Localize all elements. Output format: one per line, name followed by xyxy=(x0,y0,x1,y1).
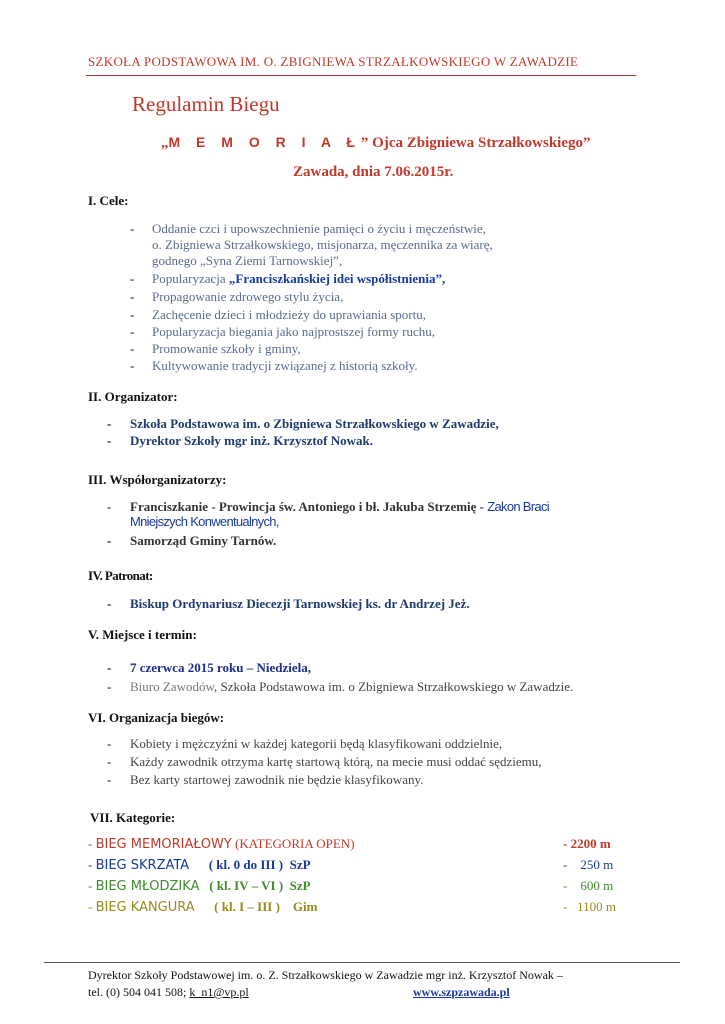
subtitle-open-quote: „ xyxy=(161,135,169,151)
section-heading-organizator: II. Organizator: xyxy=(88,389,178,404)
footer-phone: tel. (0) 504 041 508; xyxy=(88,985,190,999)
list-item: - Kobiety i mężczyźni w każdej kategorii będą klasyfikowani oddzielnie, xyxy=(130,735,502,752)
subtitle-rest: ” Ojca Zbigniewa Strzałkowskiego” xyxy=(360,135,591,151)
category-row: - BIEG KANGURA ( kl. I – III ) Gim xyxy=(88,899,318,915)
list-item: - Dyrektor Szkoły mgr inż. Krzysztof Nowak. xyxy=(130,432,373,449)
section-heading-patronat: IV. Patronat: xyxy=(88,568,153,583)
footer-website-link[interactable]: www.szpzawada.pl xyxy=(413,985,510,999)
list-item-continuation: o. Zbigniewa Strzałkowskiego, misjonarza, męczennika za wiarę, xyxy=(152,237,493,252)
list-item-continuation: godnego „Syna Ziemi Tarnowskiej”, xyxy=(152,253,343,268)
category-desc: (KATEGORIA OPEN) xyxy=(231,836,355,851)
footer-email-link[interactable]: k_n1@vp.pl xyxy=(189,985,249,999)
category-distance: - 2200 m xyxy=(563,836,611,851)
order-name-text: Zakon Braci xyxy=(487,499,549,514)
section-heading-kategorie: VII. Kategorie: xyxy=(90,810,176,825)
category-name: BIEG SKRZATA xyxy=(95,858,190,873)
list-item: - Każdy zawodnik otrzyma kartę startową którą, na mecie musi oddać sędziemu, xyxy=(130,753,542,770)
section-heading-miejsce: V. Miejsce i termin: xyxy=(88,627,197,642)
list-item: - Bez karty startowej zawodnik nie będzie klasyfikowany. xyxy=(130,771,423,788)
header-divider xyxy=(86,75,636,76)
category-desc: ( kl. IV – VI ) SzP xyxy=(199,878,311,893)
category-name: BIEG KANGURA xyxy=(95,900,195,915)
list-item: - Popularyzacja biegania jako najprostszej formy ruchu, xyxy=(152,323,435,340)
category-row: - BIEG MEMORIAŁOWY (KATEGORIA OPEN) xyxy=(88,836,355,852)
document-date: Zawada, dnia 7.06.2015r. xyxy=(293,164,454,180)
document-subtitle xyxy=(161,134,591,152)
category-name: BIEG MEMORIAŁOWY xyxy=(95,837,232,852)
category-row: - BIEG MŁODZIKA ( kl. IV – VI ) SzP xyxy=(88,878,311,894)
list-item-text: Popularyzacja xyxy=(152,271,229,286)
list-item-continuation: Mniejszych Konwentualnych, xyxy=(130,514,279,529)
category-row: - BIEG SKRZATA ( kl. 0 do III ) SzP xyxy=(88,857,311,873)
list-item xyxy=(130,678,573,695)
category-desc: ( kl. I – III ) Gim xyxy=(194,899,318,914)
category-distance: - 250 m xyxy=(563,857,614,872)
list-item: - Zachęcenie dzieci i młodzieży do uprawiania sportu, xyxy=(152,306,426,323)
section-heading-cele: I. Cele: xyxy=(88,193,129,208)
footer-website xyxy=(413,985,510,1000)
list-item xyxy=(152,270,445,287)
category-distance: - 600 m xyxy=(563,878,614,893)
list-item: - Szkoła Podstawowa im. o Zbigniewa Strzałkowskiego w Zawadzie, xyxy=(130,415,499,432)
list-item: - Samorząd Gminy Tarnów. xyxy=(130,532,276,549)
list-item: - Oddanie czci i upowszechnienie pamięci o życiu i męczeństwie, xyxy=(152,220,486,237)
list-item: - Kultywowanie tradycji związanej z historią szkoły. xyxy=(152,357,418,374)
list-item: - Biskup Ordynariusz Diecezji Tarnowskiej ks. dr Andrzej Jeż. xyxy=(130,595,470,612)
list-item: - Promowanie szkoły i gminy, xyxy=(152,340,301,357)
race-office-location: , Szkoła Podstawowa im. o Zbigniewa Strzałkowskiego w Zawadzie. xyxy=(214,679,574,694)
franciscans-text: Franciszkanie - Prowincja św. Antoniego i bł. Jakuba Strzemię - xyxy=(130,499,488,514)
school-header: SZKOŁA PODSTAWOWA IM. O. ZBIGNIEWA STRZAŁKOWSKIEGO W ZAWADZIE xyxy=(88,54,579,69)
race-office-text: Biuro Zawodów xyxy=(130,679,215,694)
section-heading-wspolorganizatorzy: III. Współorganizatorzy: xyxy=(88,472,227,487)
category-desc: ( kl. 0 do III ) SzP xyxy=(189,857,311,872)
list-item: - Propagowanie zdrowego stylu życia, xyxy=(152,288,343,305)
franciscan-idea-highlight: „Franciszkańskiej idei współistnienia”, xyxy=(228,271,446,286)
footer-divider xyxy=(44,962,680,963)
section-heading-organizacja: VI. Organizacja biegów: xyxy=(88,710,225,725)
subtitle-memorial: M E M O R I A Ł xyxy=(168,134,361,150)
list-item xyxy=(130,498,549,515)
document-title: Regulamin Biegu xyxy=(132,92,280,116)
category-name: BIEG MŁODZIKA xyxy=(95,879,200,894)
category-distance: - 1100 m xyxy=(563,899,616,914)
list-item: - 7 czerwca 2015 roku – Niedziela, xyxy=(130,659,311,676)
footer-contact xyxy=(88,985,249,1000)
footer-director: Dyrektor Szkoły Podstawowej im. o. Z. Strzałkowskiego w Zawadzie mgr inż. Krzysztof Nowak – xyxy=(88,968,563,982)
